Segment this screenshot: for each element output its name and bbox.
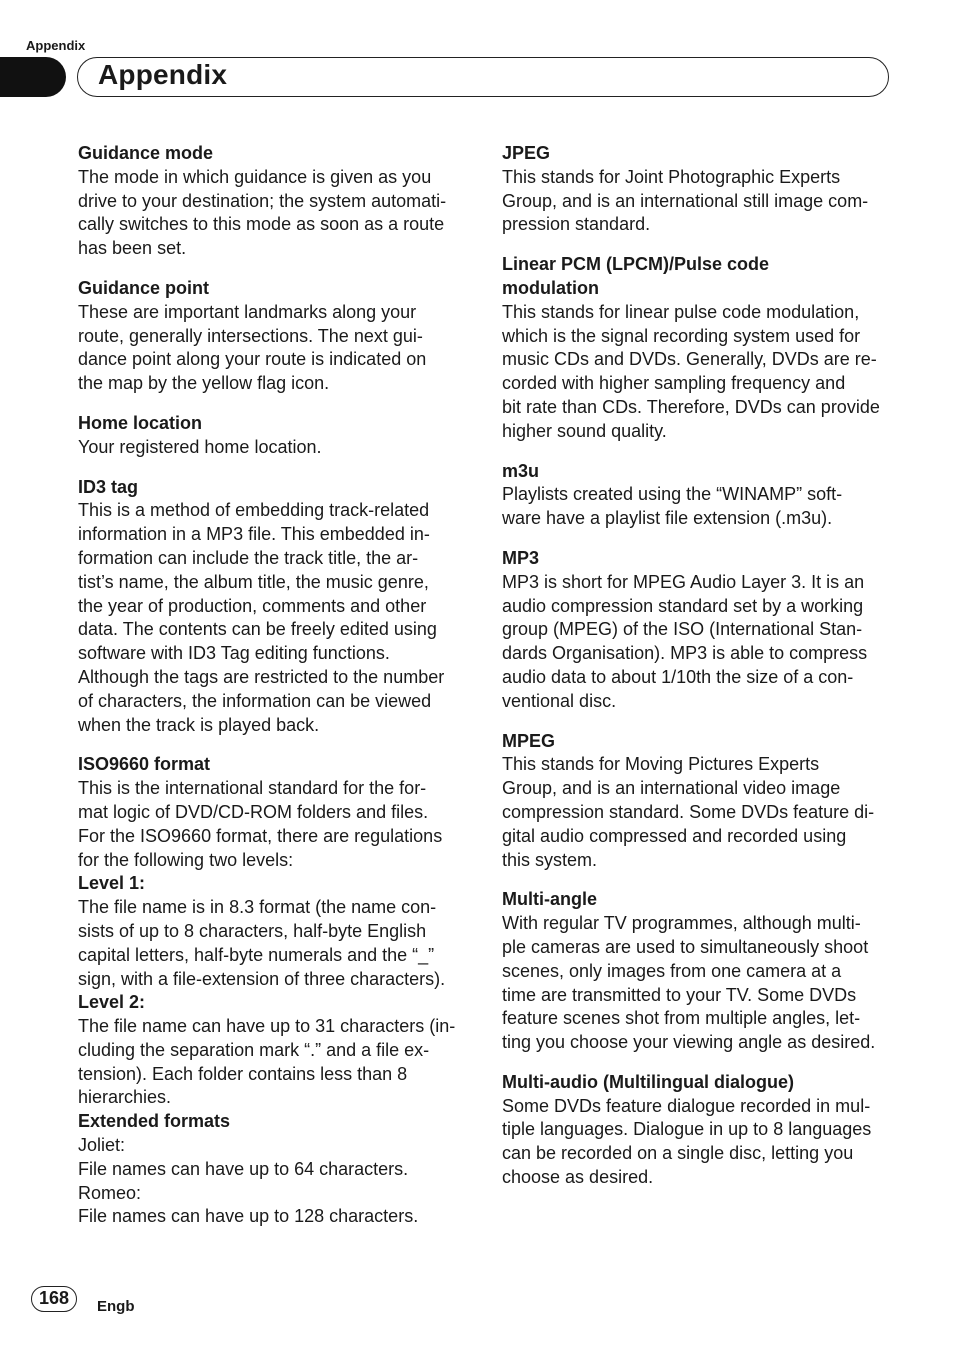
definition-line: Group, and is an international video image bbox=[502, 778, 841, 799]
term-lpcm bbox=[502, 253, 894, 301]
term-line: Linear PCM (LPCM)/Pulse code bbox=[502, 254, 770, 275]
glossary-entry-guidance-mode bbox=[78, 142, 470, 261]
definition-line: Joliet: bbox=[78, 1135, 126, 1156]
definition-line: Your registered home location. bbox=[78, 436, 322, 457]
term-m3u: m3u bbox=[502, 460, 540, 481]
subheading-level-2: Level 2: bbox=[78, 992, 146, 1013]
definition-line: can be recorded on a single disc, letting you bbox=[502, 1143, 854, 1164]
definition-line: dards Organisation). MP3 is able to compress bbox=[502, 643, 868, 664]
glossary-entry-multi-angle bbox=[502, 888, 894, 1055]
definition-line: Some DVDs feature dialogue recorded in mul- bbox=[502, 1095, 871, 1116]
definition-line: The file name can have up to 31 characters (in- bbox=[78, 1016, 456, 1037]
definition-line: For the ISO9660 format, there are regulations bbox=[78, 825, 443, 846]
section-title-box bbox=[77, 57, 889, 97]
definition-line: capital letters, half-byte numerals and the “_” bbox=[78, 944, 435, 965]
section-tab-marker bbox=[0, 57, 66, 97]
definition-mp3 bbox=[502, 571, 894, 714]
definition-line: compression standard. Some DVDs feature di- bbox=[502, 801, 875, 822]
definition-line: data. The contents can be freely edited using bbox=[78, 619, 437, 640]
definition-line: audio data to about 1/10th the size of a con- bbox=[502, 666, 854, 687]
definition-line: music CDs and DVDs. Generally, DVDs are re- bbox=[502, 349, 877, 370]
term-mpeg: MPEG bbox=[502, 730, 556, 751]
definition-line: tension). Each folder contains less than 8 bbox=[78, 1063, 408, 1084]
definition-line: scenes, only images from one camera at a bbox=[502, 960, 842, 981]
definition-line: tist’s name, the album title, the music genre, bbox=[78, 571, 429, 592]
definition-line: which is the signal recording system used for bbox=[502, 325, 861, 346]
definition-jpeg bbox=[502, 166, 894, 237]
definition-line: time are transmitted to your TV. Some DVDs bbox=[502, 984, 857, 1005]
glossary-entry-mp3 bbox=[502, 547, 894, 714]
definition-line: feature scenes shot from multiple angles, let- bbox=[502, 1008, 861, 1029]
definition-line: pression standard. bbox=[502, 214, 651, 235]
term-guidance-mode: Guidance mode bbox=[78, 143, 214, 163]
definition-m3u bbox=[502, 483, 894, 531]
definition-line: These are important landmarks along your bbox=[78, 301, 417, 322]
page-title: Appendix bbox=[98, 59, 228, 90]
definition-multi-audio bbox=[502, 1095, 894, 1190]
definition-line: ting you choose your viewing angle as desired. bbox=[502, 1032, 876, 1053]
glossary-entry-guidance-point bbox=[78, 277, 470, 396]
definition-line: sign, with a file-extension of three characters). bbox=[78, 968, 446, 989]
glossary-entry-lpcm bbox=[502, 253, 894, 443]
definition-line: the year of production, comments and other bbox=[78, 595, 427, 616]
definition-line: Playlists created using the “WINAMP” soft- bbox=[502, 484, 843, 505]
term-guidance-point: Guidance point bbox=[78, 277, 210, 298]
glossary-entry-iso9660 bbox=[78, 753, 470, 1229]
glossary-entry-multi-audio bbox=[502, 1071, 894, 1190]
definition-line: higher sound quality. bbox=[502, 420, 667, 441]
definition-line: this system. bbox=[502, 849, 598, 870]
term-line: modulation bbox=[502, 277, 599, 298]
page-number: 168 bbox=[31, 1286, 77, 1312]
definition-line: of characters, the information can be viewed bbox=[78, 690, 432, 711]
definition-line: Although the tags are restricted to the number bbox=[78, 666, 445, 687]
definition-line: This is a method of embedding track-related bbox=[78, 500, 430, 521]
definition-line: the map by the yellow flag icon. bbox=[78, 373, 330, 394]
definition-line: ware have a playlist file extension (.m3u). bbox=[502, 508, 833, 529]
definition-line: bit rate than CDs. Therefore, DVDs can provide bbox=[502, 396, 880, 417]
definition-line: tiple languages. Dialogue in up to 8 languages bbox=[502, 1119, 872, 1140]
definition-line: hierarchies. bbox=[78, 1087, 172, 1108]
definition-line: corded with higher sampling frequency and bbox=[502, 373, 846, 394]
subheading-level-1: Level 1: bbox=[78, 873, 146, 894]
definition-line: File names can have up to 64 characters. bbox=[78, 1158, 409, 1179]
definition-line: This stands for linear pulse code modulation, bbox=[502, 301, 860, 322]
term-multi-audio: Multi-audio (Multilingual dialogue) bbox=[502, 1071, 794, 1092]
term-home-location: Home location bbox=[78, 412, 203, 433]
glossary-entry-jpeg bbox=[502, 142, 894, 237]
definition-line: group (MPEG) of the ISO (International Stan- bbox=[502, 619, 863, 640]
definition-line: Group, and is an international still image com- bbox=[502, 190, 869, 211]
definition-line: formation can include the track title, the ar- bbox=[78, 547, 419, 568]
definition-line: sists of up to 8 characters, half-byte English bbox=[78, 920, 427, 941]
definition-guidance-point bbox=[78, 301, 470, 396]
subheading-extended-formats: Extended formats bbox=[78, 1111, 231, 1132]
definition-line: Romeo: bbox=[78, 1182, 142, 1203]
definition-line: With regular TV programmes, although multi- bbox=[502, 913, 861, 934]
definition-line: The mode in which guidance is given as you bbox=[78, 166, 432, 187]
running-header: Appendix bbox=[26, 38, 86, 53]
definition-line: dance point along your route is indicated on bbox=[78, 349, 427, 370]
definition-line: information in a MP3 file. This embedded in- bbox=[78, 524, 430, 545]
definition-guidance-mode bbox=[78, 166, 470, 261]
definition-line: route, generally intersections. The next gui- bbox=[78, 325, 423, 346]
definition-line: choose as desired. bbox=[502, 1167, 654, 1188]
right-column bbox=[502, 142, 894, 1206]
definition-line: The file name is in 8.3 format (the name con- bbox=[78, 897, 437, 918]
definition-line: This stands for Joint Photographic Experts bbox=[502, 166, 841, 187]
definition-iso9660 bbox=[78, 777, 470, 1229]
definition-lpcm bbox=[502, 301, 894, 444]
definition-line: This is the international standard for the for- bbox=[78, 778, 427, 799]
definition-line: for the following two levels: bbox=[78, 849, 294, 870]
definition-line: has been set. bbox=[78, 238, 187, 259]
definition-mpeg bbox=[502, 753, 894, 872]
glossary-entry-home-location bbox=[78, 412, 470, 460]
glossary-entry-id3-tag bbox=[78, 476, 470, 738]
definition-home-location bbox=[78, 436, 470, 460]
definition-line: cally switches to this mode as soon as a route bbox=[78, 214, 445, 235]
glossary-entry-m3u bbox=[502, 460, 894, 531]
definition-line: MP3 is short for MPEG Audio Layer 3. It is an bbox=[502, 571, 865, 592]
term-iso9660-format: ISO9660 format bbox=[78, 754, 211, 775]
definition-id3-tag bbox=[78, 499, 470, 737]
definition-line: cluding the separation mark “.” and a file ex- bbox=[78, 1039, 430, 1060]
glossary-entry-mpeg bbox=[502, 730, 894, 873]
definition-line: drive to your destination; the system automati- bbox=[78, 190, 447, 211]
definition-line: when the track is played back. bbox=[78, 714, 320, 735]
language-code: Engb bbox=[97, 1298, 135, 1315]
definition-line: ple cameras are used to simultaneously shoot bbox=[502, 936, 869, 957]
term-jpeg: JPEG bbox=[502, 143, 551, 163]
term-multi-angle: Multi-angle bbox=[502, 889, 597, 910]
left-column bbox=[78, 142, 470, 1245]
term-mp3: MP3 bbox=[502, 547, 540, 568]
term-id3-tag: ID3 tag bbox=[78, 476, 139, 497]
definition-line: File names can have up to 128 characters. bbox=[78, 1206, 419, 1227]
definition-line: ventional disc. bbox=[502, 690, 617, 711]
definition-line: mat logic of DVD/CD-ROM folders and files. bbox=[78, 801, 429, 822]
definition-line: audio compression standard set by a working bbox=[502, 595, 864, 616]
definition-line: This stands for Moving Pictures Experts bbox=[502, 754, 820, 775]
definition-multi-angle bbox=[502, 912, 894, 1055]
definition-line: software with ID3 Tag editing functions. bbox=[78, 643, 390, 664]
definition-line: gital audio compressed and recorded using bbox=[502, 825, 847, 846]
